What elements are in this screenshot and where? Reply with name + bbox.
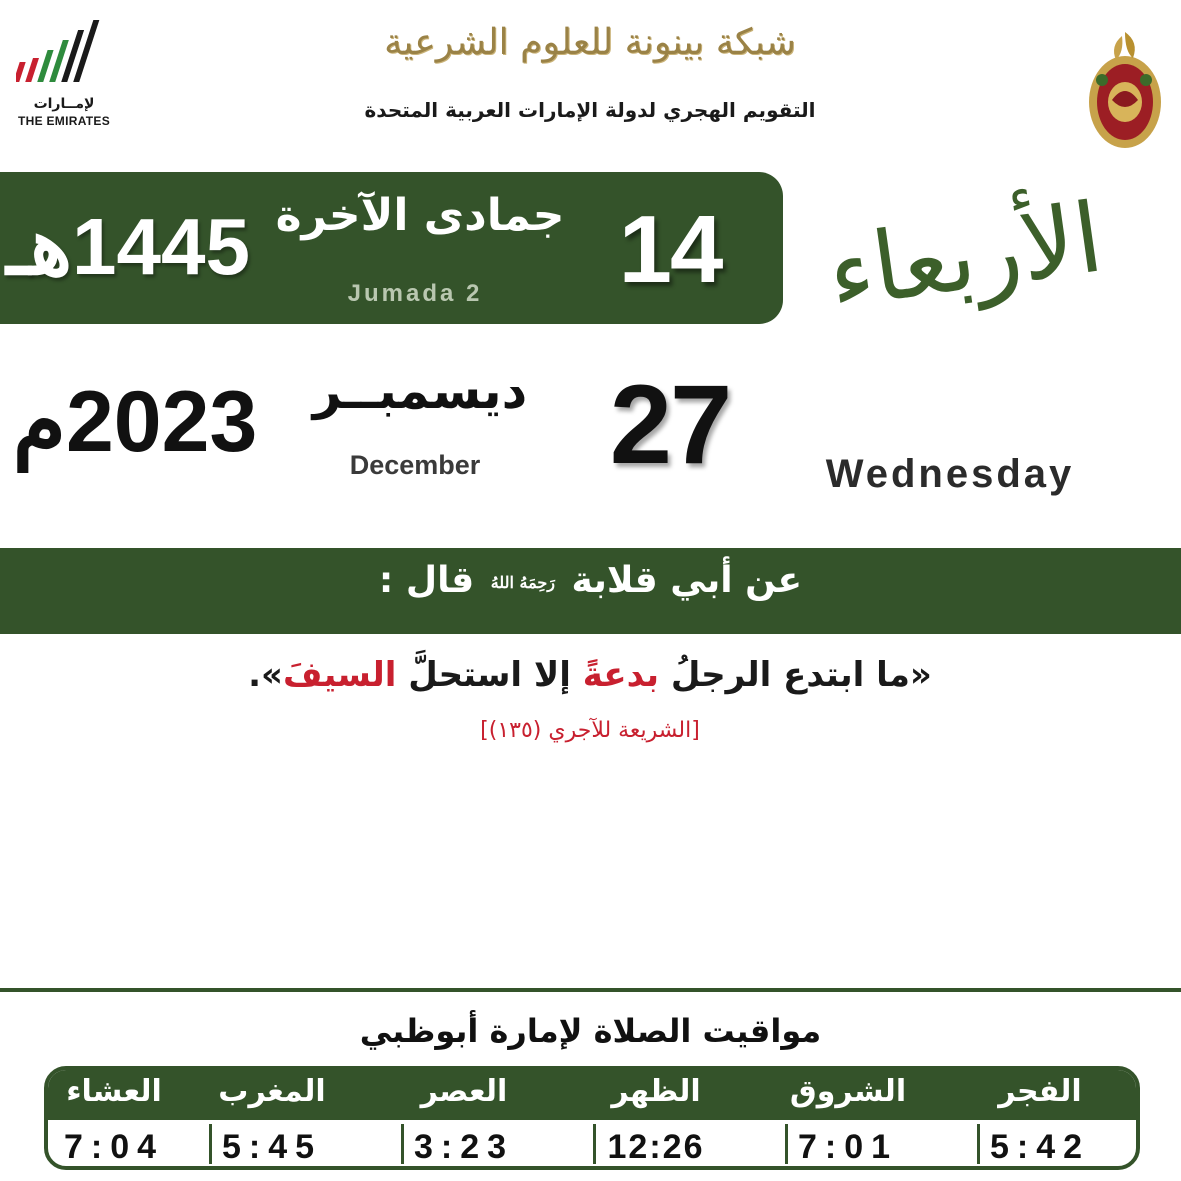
calendar-subtitle: التقويم الهجري لدولة الإمارات العربية المتحدة: [364, 98, 816, 122]
prayer-name-dhuhr: الظهر: [611, 1074, 701, 1109]
emirates-logo-icon: [16, 18, 112, 88]
prayer-times-title: مواقيت الصلاة لإمارة أبوظبي: [359, 1012, 822, 1050]
prayer-name-maghrib: المغرب: [218, 1074, 326, 1109]
attribution-said: قال :: [378, 560, 475, 601]
section-divider: [0, 988, 1181, 992]
gregorian-month: ديسمبــر: [312, 362, 528, 420]
weekday-arabic: الأربعاء: [820, 181, 1110, 331]
cell-separator: [977, 1124, 980, 1164]
hijri-month: جمادى الآخرة: [275, 190, 565, 241]
weekday-english: Wednesday: [825, 452, 1075, 496]
prayer-time-maghrib: 5:45: [221, 1128, 323, 1166]
emirates-logo: [14, 18, 114, 133]
quote-highlight-1: بدعةً: [582, 655, 659, 695]
attribution-name: عن أبي قلابة: [571, 560, 803, 601]
quote-highlight-2: السيفَ: [283, 655, 397, 695]
cell-separator: [209, 1124, 212, 1164]
quote-part-1: «ما ابتدع الرجلُ: [670, 655, 932, 695]
emirates-logo-english: THE EMIRATES: [17, 114, 111, 128]
prayer-times-table: [44, 1066, 1140, 1170]
quote-end: ».: [248, 655, 283, 695]
prayer-time-sunrise: 7:01: [797, 1128, 899, 1166]
hijri-year: 1445هـ: [6, 202, 250, 291]
quote-attribution: [0, 560, 1181, 601]
honorific: رَحِمَهُ اللهُ: [490, 572, 555, 592]
cell-separator: [593, 1124, 596, 1164]
prayer-name-fajr: الفجر: [998, 1074, 1082, 1109]
emirates-logo-arabic: لإمــارات: [33, 96, 95, 112]
prayer-time-isha: 7:04: [63, 1128, 165, 1166]
cell-separator: [401, 1124, 404, 1164]
hijri-day: 14: [618, 196, 722, 303]
quote-source: [الشريعة للآجري (١٣٥)]: [480, 718, 700, 743]
prayer-name-asr: العصر: [420, 1074, 508, 1109]
gregorian-day: 27: [609, 362, 731, 487]
cell-separator: [785, 1124, 788, 1164]
gregorian-year: 2023م: [12, 374, 258, 470]
quote-text: [80, 655, 1100, 695]
prayer-name-sunrise: الشروق: [789, 1074, 907, 1109]
hijri-month-english: Jumada 2: [347, 280, 483, 307]
weekday-calligraphy: [800, 130, 1130, 440]
quote-part-2: إلا استحلَّ: [408, 655, 571, 695]
gregorian-month-english: December: [349, 450, 481, 480]
prayer-time-dhuhr: 12:26: [607, 1128, 705, 1166]
network-name: شبكة بينونة للعلوم الشرعية: [384, 22, 796, 63]
prayer-name-isha: العشاء: [66, 1074, 162, 1109]
prayer-time-fajr: 5:42: [989, 1128, 1091, 1166]
prayer-time-asr: 3:23: [413, 1128, 515, 1166]
